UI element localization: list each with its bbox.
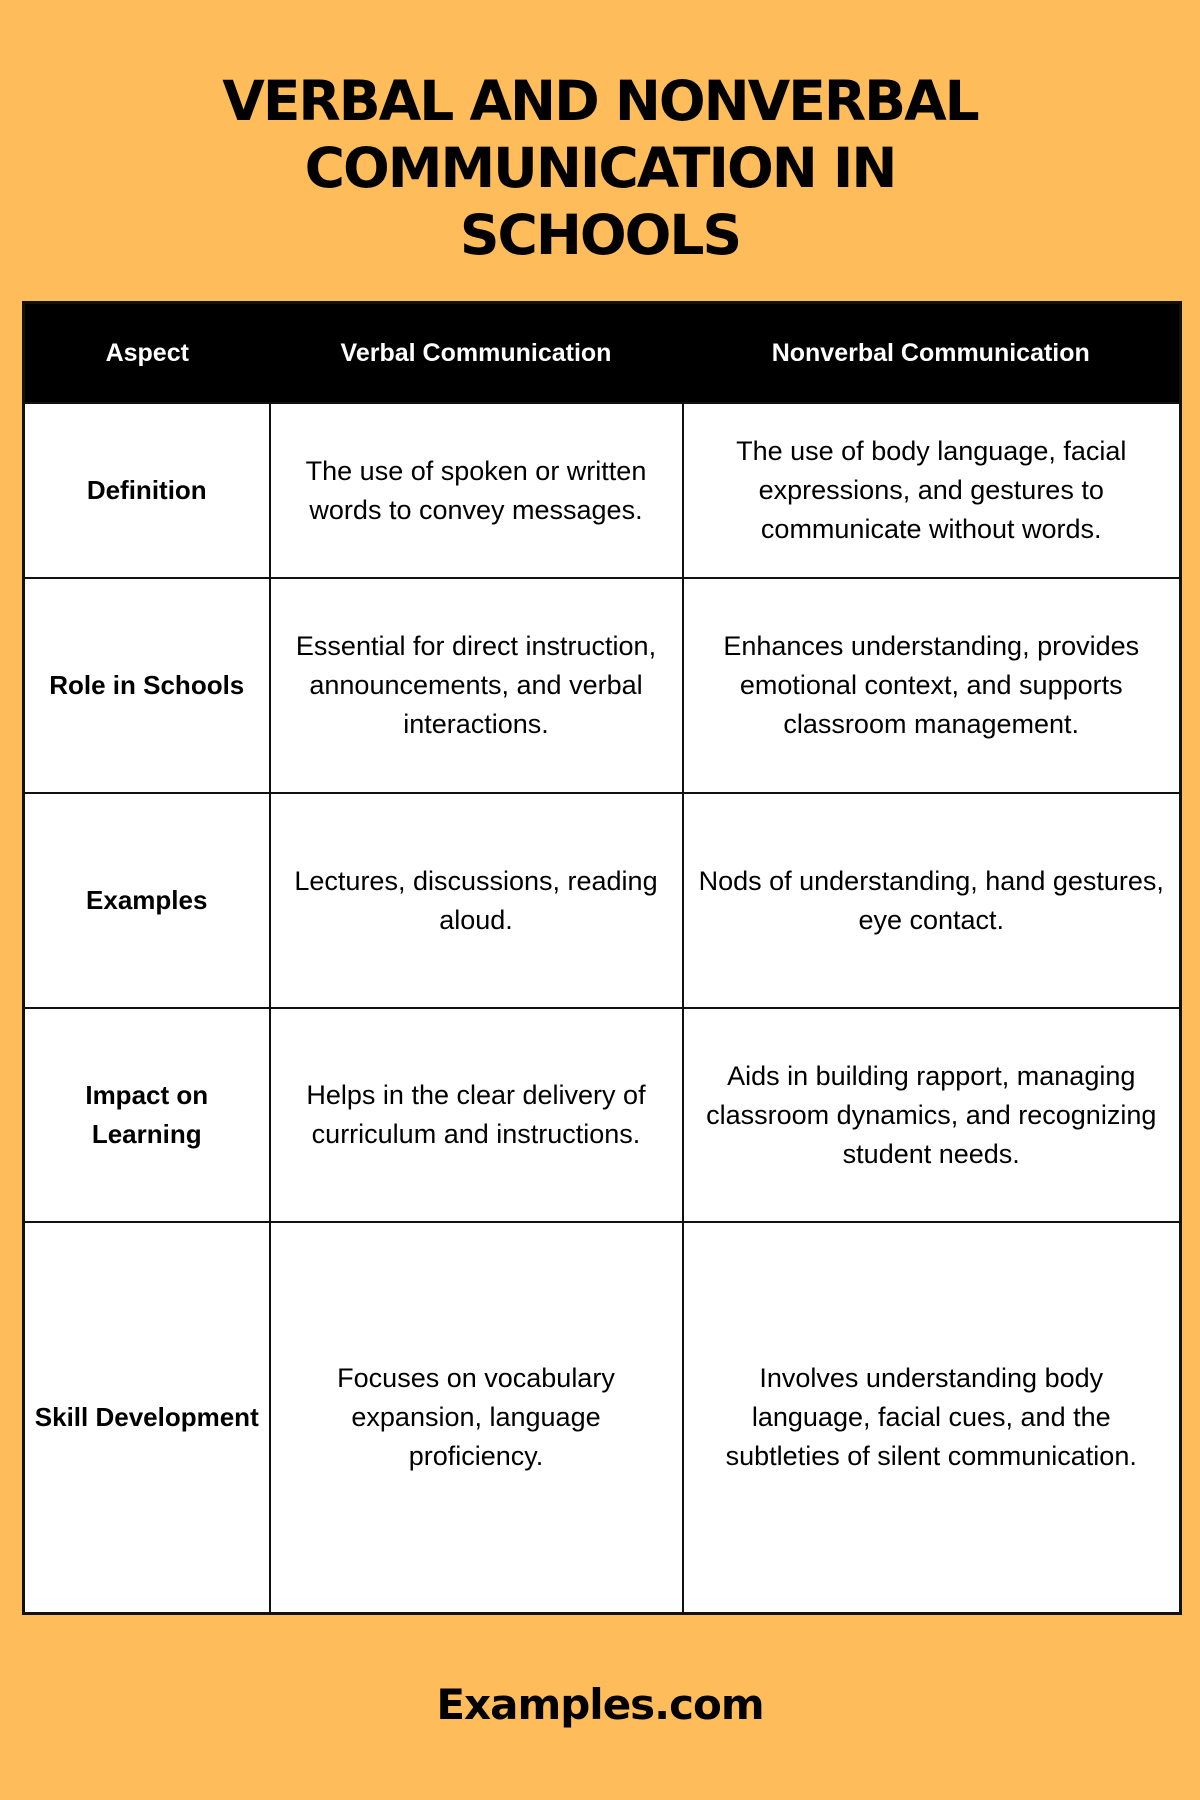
aspect-cell: Skill Development	[24, 1222, 270, 1614]
header-aspect: Aspect	[24, 303, 270, 404]
brand-footer: Examples.com	[436, 1680, 764, 1729]
table-row	[24, 403, 1181, 578]
table-row	[24, 1222, 1181, 1614]
comparison-table	[22, 301, 1182, 1615]
aspect-cell: Examples	[24, 793, 270, 1008]
title-line-3: SCHOOLS	[459, 203, 741, 267]
table-row	[24, 578, 1181, 793]
title-line-2: COMMUNICATION IN	[304, 136, 896, 200]
header-verbal: Verbal Communication	[270, 303, 683, 404]
aspect-cell: Impact on Learning	[24, 1008, 270, 1222]
verbal-cell: The use of spoken or written words to convey messages.	[270, 403, 683, 578]
title-line-1: VERBAL AND NONVERBAL	[222, 69, 978, 133]
aspect-cell: Role in Schools	[24, 578, 270, 793]
verbal-cell: Helps in the clear delivery of curriculum and instructions.	[270, 1008, 683, 1222]
table-header-row	[24, 303, 1181, 404]
table-row	[24, 1008, 1181, 1222]
page-title	[0, 68, 1200, 269]
verbal-cell: Essential for direct instruction, announcements, and verbal interactions.	[270, 578, 683, 793]
aspect-cell: Definition	[24, 403, 270, 578]
header-nonverbal: Nonverbal Communication	[683, 303, 1181, 404]
nonverbal-cell: Involves understanding body language, facial cues, and the subtleties of silent communication.	[683, 1222, 1181, 1614]
nonverbal-cell: Aids in building rapport, managing classroom dynamics, and recognizing student needs.	[683, 1008, 1181, 1222]
table-row	[24, 793, 1181, 1008]
verbal-cell: Focuses on vocabulary expansion, language proficiency.	[270, 1222, 683, 1614]
verbal-cell: Lectures, discussions, reading aloud.	[270, 793, 683, 1008]
nonverbal-cell: Enhances understanding, provides emotional context, and supports classroom management.	[683, 578, 1181, 793]
nonverbal-cell: Nods of understanding, hand gestures, eye contact.	[683, 793, 1181, 1008]
nonverbal-cell: The use of body language, facial expressions, and gestures to communicate without words.	[683, 403, 1181, 578]
